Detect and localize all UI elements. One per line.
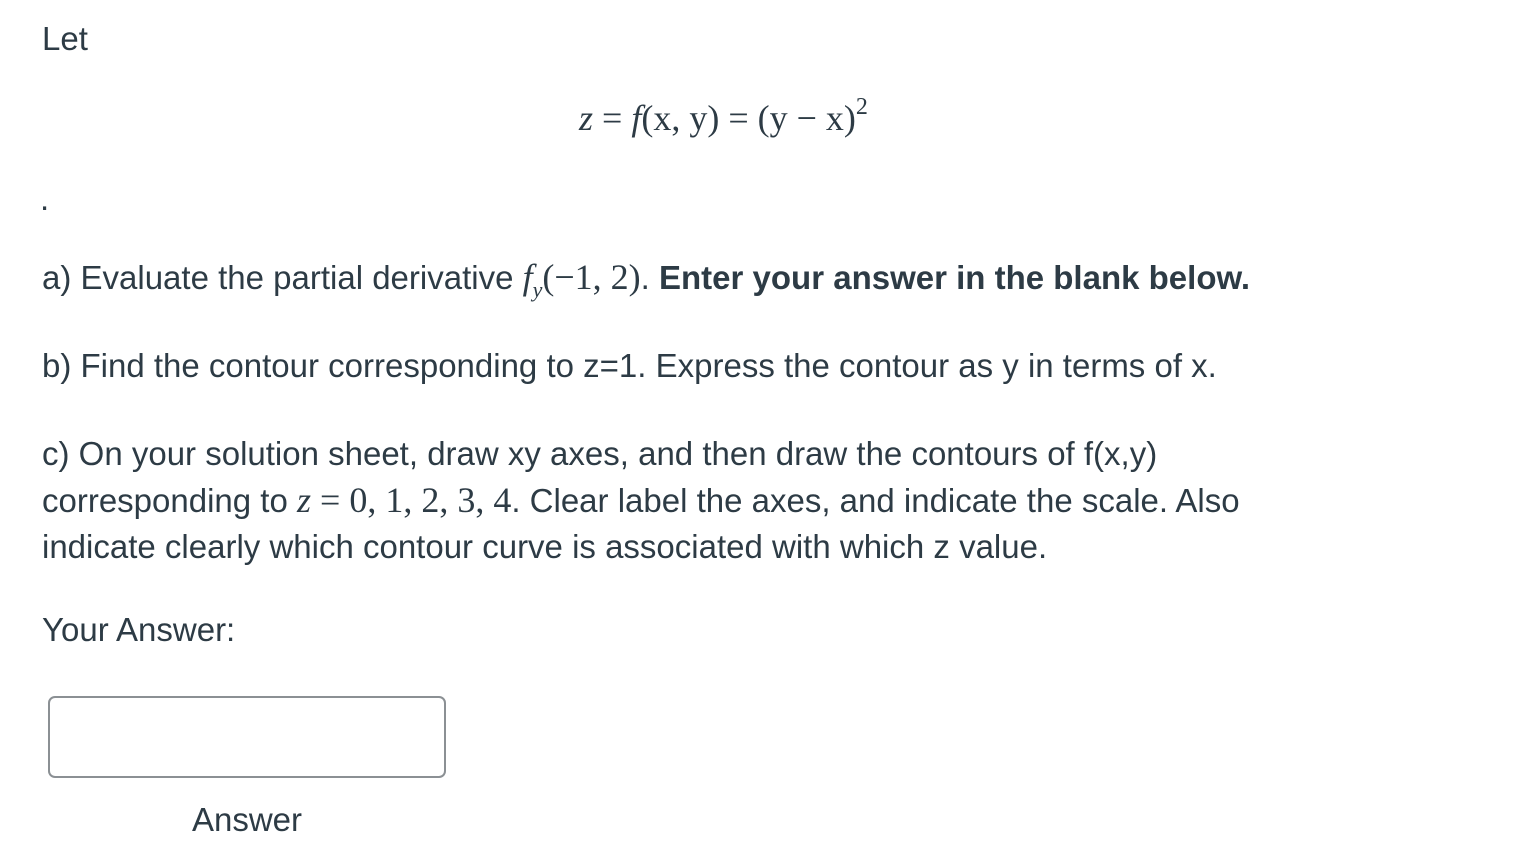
equation-equals-2: = xyxy=(719,98,758,138)
part-c-line-3: indicate clearly which contour curve is associated with which z value. xyxy=(42,528,1048,565)
part-c-line-2-prefix: corresponding to xyxy=(42,482,297,519)
part-a-subscript: y xyxy=(532,277,543,302)
equation-z: z xyxy=(579,98,594,138)
function-equation xyxy=(579,94,868,139)
answer-input[interactable] xyxy=(48,696,446,778)
part-a-prefix: a) Evaluate the partial derivative xyxy=(42,259,523,296)
equation-exponent: 2 xyxy=(855,94,868,120)
part-c-values: = 0, 1, 2, 3, 4 xyxy=(311,480,512,520)
intro-let: Let xyxy=(42,20,88,57)
question-part-b: b) Find the contour corresponding to z=1. Express the contour as y in terms of x. xyxy=(42,347,1217,384)
equation-rhs: (y − x) xyxy=(757,98,856,138)
equation-f: f xyxy=(631,98,642,138)
part-c-line-2-suffix: . Clear label the axes, and indicate the scale. Also xyxy=(511,482,1240,519)
part-c-line-2 xyxy=(42,477,1502,524)
question-part-c xyxy=(42,431,1502,570)
trailing-period: . xyxy=(40,180,50,217)
part-a-instruction: Enter your answer in the blank below. xyxy=(659,259,1251,296)
answer-label: Answer xyxy=(191,801,303,838)
part-c-z: z xyxy=(297,480,312,520)
equation-equals-1: = xyxy=(593,98,632,138)
part-c-line-1: c) On your solution sheet, draw xy axes, and then draw the contours of f(x,y) xyxy=(42,435,1158,472)
equation-args: (x, y) xyxy=(641,98,720,138)
question-part-a xyxy=(42,256,1250,303)
part-a-point: (−1, 2) xyxy=(542,257,641,297)
your-answer-heading: Your Answer: xyxy=(42,611,236,648)
part-a-f: f xyxy=(522,257,533,297)
part-a-period: . xyxy=(640,259,660,296)
